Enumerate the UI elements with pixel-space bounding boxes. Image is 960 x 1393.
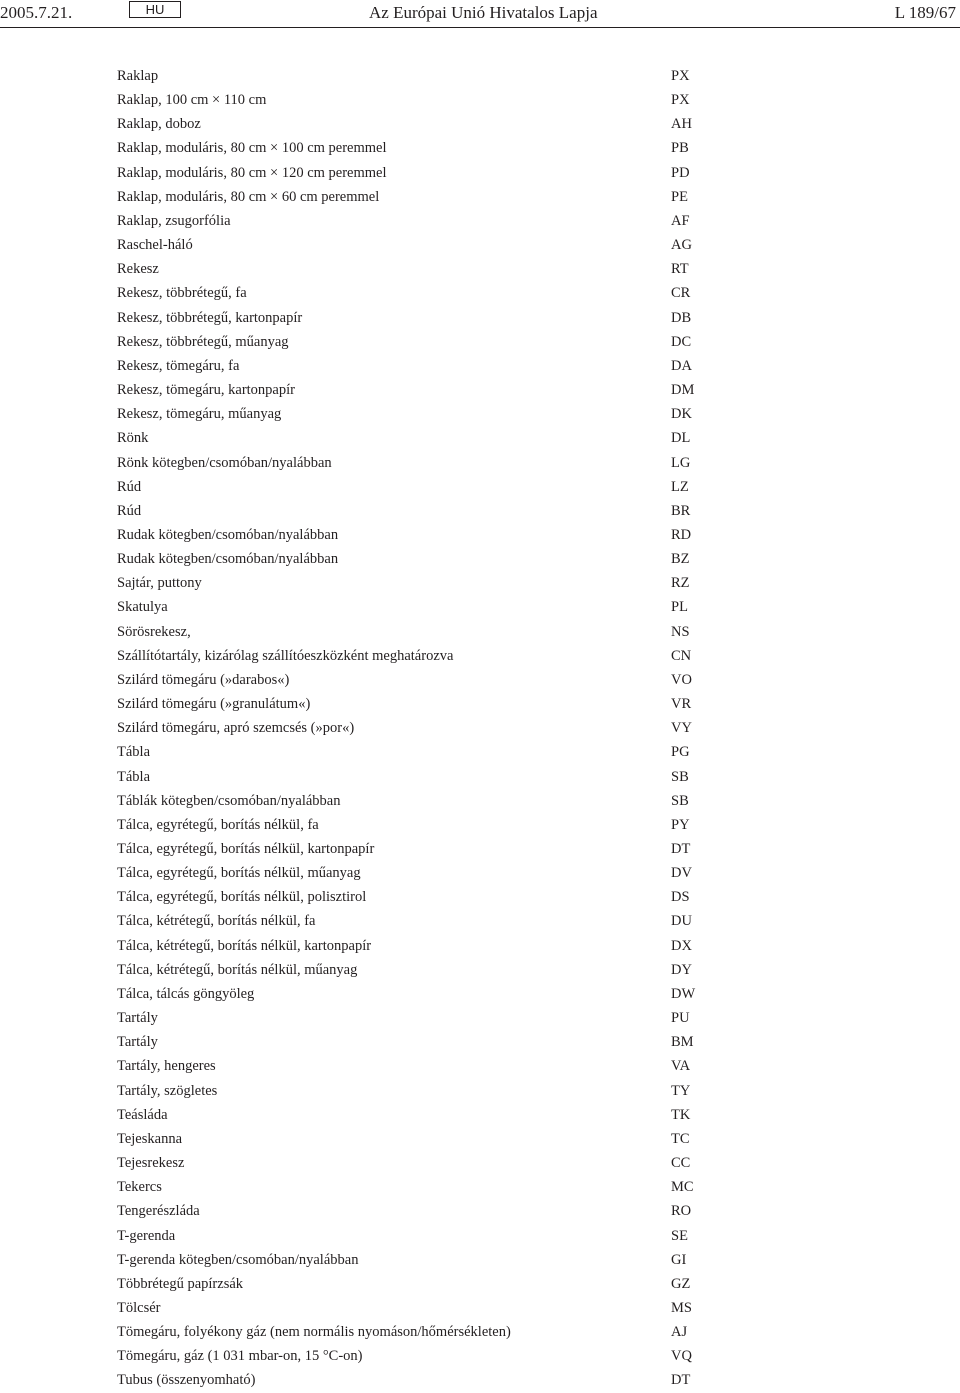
package-name: Raklap, doboz	[117, 116, 201, 133]
package-code: VA	[671, 1058, 691, 1075]
table-row	[0, 571, 960, 595]
table-row	[0, 161, 960, 185]
table-row	[0, 378, 960, 402]
table-row	[0, 1151, 960, 1175]
table-row	[0, 982, 960, 1006]
package-name: Tömegáru, folyékony gáz (nem normális nyomáson/hőmérsékleten)	[117, 1324, 511, 1341]
table-row	[0, 1006, 960, 1030]
package-name: Raklap, 100 cm × 110 cm	[117, 92, 267, 109]
package-name: Raklap, moduláris, 80 cm × 120 cm peremmel	[117, 164, 387, 181]
package-code: PX	[671, 68, 690, 84]
table-row	[0, 837, 960, 861]
table-row	[0, 1127, 960, 1151]
table-row	[0, 64, 960, 88]
table-row	[0, 209, 960, 233]
package-code: RD	[671, 526, 692, 543]
package-code: VO	[671, 671, 692, 688]
table-row	[0, 1030, 960, 1054]
package-name: Teásláda	[117, 1106, 168, 1123]
package-name: Rekesz, többrétegű, fa	[117, 285, 247, 302]
package-code: RZ	[671, 575, 690, 592]
package-code: PL	[671, 599, 688, 616]
table-row	[0, 595, 960, 619]
table-row	[0, 861, 960, 885]
package-name: Tartály	[117, 1034, 158, 1051]
package-code: DW	[671, 985, 696, 1002]
package-code: PG	[671, 744, 690, 761]
package-code-table	[0, 64, 960, 1393]
package-name: Tálca, egyrétegű, borítás nélkül, műanyag	[117, 865, 361, 882]
package-name: T-gerenda	[117, 1227, 176, 1244]
package-name: Rönk kötegben/csomóban/nyalábban	[117, 454, 332, 471]
package-name: Raschel-háló	[117, 237, 193, 254]
package-name: Tömegáru, gáz (1 031 mbar-on, 15 °C-on)	[117, 1348, 363, 1365]
package-name: Tubus (összenyomható)	[117, 1372, 256, 1389]
package-code: VQ	[671, 1348, 692, 1365]
package-name: Tálca, egyrétegű, borítás nélkül, fa	[117, 816, 319, 833]
language-badge: HU	[129, 1, 181, 18]
journal-title: Az Európai Unió Hivatalos Lapja	[369, 3, 598, 22]
package-name: Tálca, kétrétegű, borítás nélkül, fa	[117, 913, 316, 930]
package-name: Tálca, egyrétegű, borítás nélkül, kartonpapír	[117, 841, 375, 857]
package-name: Rúd	[117, 478, 142, 495]
table-row	[0, 1344, 960, 1368]
table-row	[0, 88, 960, 112]
package-name: Tartály, hengeres	[117, 1058, 216, 1075]
package-code: MS	[671, 1299, 692, 1316]
package-name: Tábla	[117, 744, 151, 761]
package-name: Szilárd tömegáru (»darabos«)	[117, 671, 290, 688]
package-code: AH	[671, 116, 692, 133]
package-name: Sajtár, puttony	[117, 575, 202, 592]
package-name: Táblák kötegben/csomóban/nyalábban	[117, 792, 341, 809]
table-row	[0, 620, 960, 644]
table-row	[0, 1272, 960, 1296]
package-name: Tölcsér	[117, 1299, 161, 1316]
table-row	[0, 1079, 960, 1103]
table-row	[0, 1368, 960, 1392]
package-name: Tekercs	[117, 1179, 162, 1196]
package-name: Rekesz, tömegáru, kartonpapír	[117, 382, 295, 399]
table-row	[0, 281, 960, 305]
package-code: SE	[671, 1227, 688, 1244]
package-name: Raklap, zsugorfólia	[117, 212, 231, 229]
package-code: NS	[671, 623, 690, 640]
table-row	[0, 547, 960, 571]
table-row	[0, 789, 960, 813]
package-name: Szállítótartály, kizárólag szállítóeszközként meghatározva	[117, 647, 454, 664]
package-code: PU	[671, 1010, 690, 1027]
table-row	[0, 740, 960, 764]
table-row	[0, 233, 960, 257]
package-code: DL	[671, 430, 691, 447]
package-code: PE	[671, 188, 688, 205]
package-name: Rekesz, tömegáru, fa	[117, 357, 240, 374]
page-header	[0, 0, 960, 28]
package-code: SB	[671, 768, 689, 785]
table-row	[0, 1175, 960, 1199]
table-row	[0, 1296, 960, 1320]
package-code: DT	[671, 841, 691, 857]
table-row	[0, 475, 960, 499]
package-code: BR	[671, 502, 691, 519]
table-row	[0, 716, 960, 740]
package-name: Rekesz, többrétegű, műanyag	[117, 333, 289, 350]
package-code: DK	[671, 406, 692, 423]
package-name: Raklap	[117, 68, 159, 84]
package-name: Szilárd tömegáru (»granulátum«)	[117, 696, 311, 713]
package-code: GZ	[671, 1275, 691, 1292]
package-code: PD	[671, 164, 690, 181]
package-name: Tálca, egyrétegű, borítás nélkül, polisztirol	[117, 889, 367, 906]
package-name: Tartály, szögletes	[117, 1082, 218, 1099]
table-row	[0, 257, 960, 281]
package-code: CR	[671, 285, 691, 302]
table-row	[0, 426, 960, 450]
package-name: Skatulya	[117, 599, 168, 616]
package-code: GI	[671, 1251, 687, 1268]
table-row	[0, 306, 960, 330]
package-name: Tálca, tálcás göngyöleg	[117, 985, 255, 1002]
table-row	[0, 934, 960, 958]
publication-date: 2005.7.21.	[0, 3, 73, 22]
table-row	[0, 958, 960, 982]
table-row	[0, 1224, 960, 1248]
package-code: VR	[671, 696, 692, 713]
package-name: Rekesz	[117, 261, 159, 278]
package-code: AF	[671, 212, 690, 229]
package-code: DS	[671, 889, 690, 906]
table-row	[0, 185, 960, 209]
package-name: Tengerészláda	[117, 1203, 200, 1220]
table-row	[0, 909, 960, 933]
package-code: CC	[671, 1155, 691, 1172]
package-name: Tálca, kétrétegű, borítás nélkül, műanyag	[117, 961, 358, 978]
table-row	[0, 668, 960, 692]
package-code: BZ	[671, 551, 690, 568]
package-code: PB	[671, 140, 689, 157]
package-name: Tálca, kétrétegű, borítás nélkül, kartonpapír	[117, 937, 372, 954]
package-name: Rekesz, többrétegű, kartonpapír	[117, 309, 303, 326]
package-code: DM	[671, 382, 695, 399]
package-name: Raklap, moduláris, 80 cm × 100 cm peremmel	[117, 140, 387, 157]
table-row	[0, 1103, 960, 1127]
package-name: Rönk	[117, 430, 149, 447]
table-row	[0, 354, 960, 378]
header-rule	[0, 27, 960, 28]
package-code: DX	[671, 937, 692, 954]
package-code: DT	[671, 1372, 691, 1389]
package-code: DU	[671, 913, 692, 930]
table-row	[0, 1054, 960, 1078]
package-code: BM	[671, 1034, 694, 1051]
package-name: Tábla	[117, 768, 151, 785]
package-code: AG	[671, 237, 692, 254]
table-row	[0, 692, 960, 716]
package-name: Raklap, moduláris, 80 cm × 60 cm peremmel	[117, 188, 380, 205]
package-name: Többrétegű papírzsák	[117, 1275, 244, 1292]
table-row	[0, 1320, 960, 1344]
table-row	[0, 136, 960, 160]
package-name: Tejesrekesz	[117, 1155, 185, 1172]
page-reference: L 189/67	[894, 3, 956, 22]
table-row	[0, 885, 960, 909]
package-code: MC	[671, 1179, 694, 1196]
package-name: Rekesz, tömegáru, műanyag	[117, 406, 282, 423]
package-code: AJ	[671, 1324, 688, 1341]
package-name: Sörösrekesz,	[117, 623, 191, 640]
table-row	[0, 523, 960, 547]
package-code: CN	[671, 647, 692, 664]
table-row	[0, 644, 960, 668]
package-code: SB	[671, 792, 689, 809]
package-name: Rúd	[117, 502, 142, 519]
table-row	[0, 765, 960, 789]
package-name: Szilárd tömegáru, apró szemcsés (»por«)	[117, 720, 355, 737]
table-row	[0, 402, 960, 426]
package-name: Rudak kötegben/csomóban/nyalábban	[117, 526, 339, 543]
package-code: DV	[671, 865, 692, 882]
package-code: RT	[671, 261, 689, 278]
package-name: Tartály	[117, 1010, 158, 1027]
package-code: DY	[671, 961, 692, 978]
package-name: Tejeskanna	[117, 1130, 183, 1147]
package-code: TC	[671, 1130, 690, 1147]
table-row	[0, 330, 960, 354]
package-name: T-gerenda kötegben/csomóban/nyalábban	[117, 1251, 359, 1268]
table-row	[0, 1199, 960, 1223]
package-code: TY	[671, 1082, 691, 1099]
table-row	[0, 451, 960, 475]
table-row	[0, 1248, 960, 1272]
package-code: LG	[671, 454, 691, 471]
package-code: VY	[671, 720, 692, 737]
package-code: RO	[671, 1203, 692, 1220]
package-code: DA	[671, 357, 692, 374]
package-code: DB	[671, 309, 692, 326]
package-code: PY	[671, 816, 690, 833]
table-row	[0, 112, 960, 136]
package-code: DC	[671, 333, 692, 350]
package-code: TK	[671, 1106, 691, 1123]
table-row	[0, 499, 960, 523]
package-code: LZ	[671, 478, 689, 495]
table-row	[0, 813, 960, 837]
package-name: Rudak kötegben/csomóban/nyalábban	[117, 551, 339, 568]
package-code: PX	[671, 92, 690, 109]
